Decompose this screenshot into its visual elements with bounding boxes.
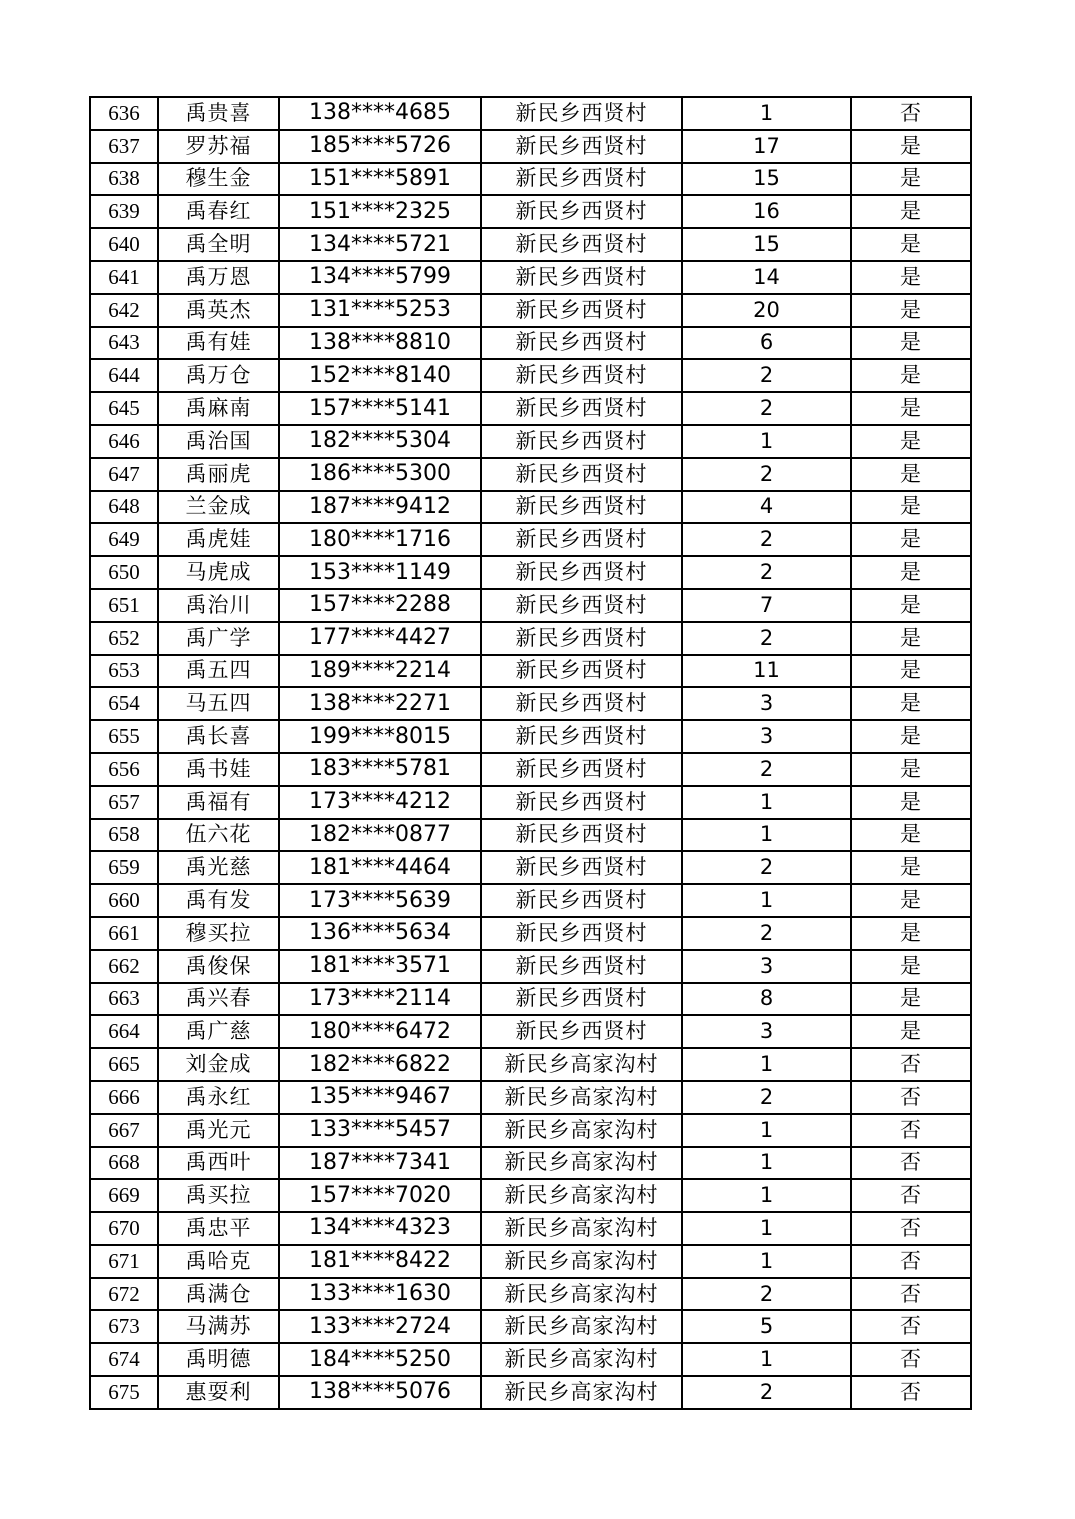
roster-table-body — [90, 97, 971, 1409]
table-row — [90, 294, 971, 327]
name-cell: 禹满仓 — [158, 1278, 279, 1311]
village-cell: 新民乡西贤村 — [481, 261, 682, 294]
count-cell: 1 — [682, 1114, 851, 1147]
count-cell: 15 — [682, 228, 851, 261]
flag-cell: 是 — [851, 786, 971, 819]
row-number-cell: 640 — [90, 228, 158, 261]
flag-cell: 是 — [851, 163, 971, 196]
table-row — [90, 917, 971, 950]
name-cell: 伍六花 — [158, 819, 279, 852]
row-number-cell: 642 — [90, 294, 158, 327]
row-number-cell: 638 — [90, 163, 158, 196]
table-row — [90, 556, 971, 589]
table-row — [90, 491, 971, 524]
phone-cell: 151****5891 — [279, 163, 481, 196]
row-number-cell: 656 — [90, 753, 158, 786]
village-cell: 新民乡高家沟村 — [481, 1179, 682, 1212]
village-cell: 新民乡西贤村 — [481, 851, 682, 884]
flag-cell: 是 — [851, 819, 971, 852]
flag-cell: 否 — [851, 97, 971, 130]
count-cell: 17 — [682, 130, 851, 163]
row-number-cell: 636 — [90, 97, 158, 130]
table-row — [90, 1278, 971, 1311]
name-cell: 兰金成 — [158, 491, 279, 524]
phone-cell: 173****5639 — [279, 884, 481, 917]
name-cell: 马满苏 — [158, 1310, 279, 1343]
village-cell: 新民乡西贤村 — [481, 228, 682, 261]
row-number-cell: 641 — [90, 261, 158, 294]
name-cell: 刘金成 — [158, 1048, 279, 1081]
name-cell: 禹春红 — [158, 195, 279, 228]
phone-cell: 187****9412 — [279, 491, 481, 524]
flag-cell: 是 — [851, 884, 971, 917]
name-cell: 禹广学 — [158, 622, 279, 655]
name-cell: 禹长喜 — [158, 720, 279, 753]
name-cell: 禹忠平 — [158, 1212, 279, 1245]
count-cell: 3 — [682, 1015, 851, 1048]
table-row — [90, 1245, 971, 1278]
phone-cell: 151****2325 — [279, 195, 481, 228]
table-row — [90, 720, 971, 753]
name-cell: 禹光慈 — [158, 851, 279, 884]
name-cell: 禹贵喜 — [158, 97, 279, 130]
table-row — [90, 589, 971, 622]
name-cell: 禹治川 — [158, 589, 279, 622]
row-number-cell: 661 — [90, 917, 158, 950]
village-cell: 新民乡西贤村 — [481, 753, 682, 786]
table-row — [90, 1147, 971, 1180]
village-cell: 新民乡西贤村 — [481, 687, 682, 720]
row-number-cell: 666 — [90, 1081, 158, 1114]
count-cell: 1 — [682, 425, 851, 458]
name-cell: 惠耍利 — [158, 1376, 279, 1409]
row-number-cell: 667 — [90, 1114, 158, 1147]
phone-cell: 157****5141 — [279, 392, 481, 425]
count-cell: 6 — [682, 327, 851, 360]
table-row — [90, 884, 971, 917]
phone-cell: 199****8015 — [279, 720, 481, 753]
phone-cell: 134****5721 — [279, 228, 481, 261]
phone-cell: 180****6472 — [279, 1015, 481, 1048]
village-cell: 新民乡西贤村 — [481, 950, 682, 983]
table-row — [90, 851, 971, 884]
name-cell: 禹永红 — [158, 1081, 279, 1114]
row-number-cell: 639 — [90, 195, 158, 228]
flag-cell: 否 — [851, 1048, 971, 1081]
count-cell: 1 — [682, 1343, 851, 1376]
phone-cell: 182****5304 — [279, 425, 481, 458]
name-cell: 禹广慈 — [158, 1015, 279, 1048]
row-number-cell: 663 — [90, 983, 158, 1016]
count-cell: 5 — [682, 1310, 851, 1343]
table-row — [90, 425, 971, 458]
phone-cell: 135****9467 — [279, 1081, 481, 1114]
count-cell: 2 — [682, 917, 851, 950]
village-cell: 新民乡西贤村 — [481, 983, 682, 1016]
village-cell: 新民乡西贤村 — [481, 589, 682, 622]
name-cell: 禹麻南 — [158, 392, 279, 425]
village-cell: 新民乡高家沟村 — [481, 1376, 682, 1409]
flag-cell: 是 — [851, 687, 971, 720]
table-row — [90, 195, 971, 228]
village-cell: 新民乡西贤村 — [481, 458, 682, 491]
name-cell: 禹明德 — [158, 1343, 279, 1376]
phone-cell: 181****8422 — [279, 1245, 481, 1278]
name-cell: 禹西叶 — [158, 1147, 279, 1180]
count-cell: 1 — [682, 97, 851, 130]
table-row — [90, 1048, 971, 1081]
table-row — [90, 1376, 971, 1409]
flag-cell: 否 — [851, 1343, 971, 1376]
flag-cell: 是 — [851, 720, 971, 753]
phone-cell: 180****1716 — [279, 523, 481, 556]
row-number-cell: 671 — [90, 1245, 158, 1278]
count-cell: 2 — [682, 851, 851, 884]
row-number-cell: 643 — [90, 327, 158, 360]
table-row — [90, 359, 971, 392]
flag-cell: 是 — [851, 458, 971, 491]
phone-cell: 152****8140 — [279, 359, 481, 392]
village-cell: 新民乡西贤村 — [481, 491, 682, 524]
phone-cell: 182****0877 — [279, 819, 481, 852]
count-cell: 11 — [682, 655, 851, 688]
flag-cell: 否 — [851, 1278, 971, 1311]
village-cell: 新民乡西贤村 — [481, 523, 682, 556]
phone-cell: 177****4427 — [279, 622, 481, 655]
name-cell: 禹虎娃 — [158, 523, 279, 556]
table-row — [90, 622, 971, 655]
name-cell: 禹俊保 — [158, 950, 279, 983]
count-cell: 2 — [682, 556, 851, 589]
phone-cell: 181****4464 — [279, 851, 481, 884]
village-cell: 新民乡高家沟村 — [481, 1212, 682, 1245]
table-row — [90, 392, 971, 425]
name-cell: 禹有发 — [158, 884, 279, 917]
flag-cell: 否 — [851, 1081, 971, 1114]
phone-cell: 133****1630 — [279, 1278, 481, 1311]
row-number-cell: 675 — [90, 1376, 158, 1409]
count-cell: 7 — [682, 589, 851, 622]
name-cell: 禹万仓 — [158, 359, 279, 392]
row-number-cell: 658 — [90, 819, 158, 852]
name-cell: 禹有娃 — [158, 327, 279, 360]
count-cell: 1 — [682, 1212, 851, 1245]
row-number-cell: 672 — [90, 1278, 158, 1311]
count-cell: 2 — [682, 458, 851, 491]
row-number-cell: 662 — [90, 950, 158, 983]
flag-cell: 否 — [851, 1147, 971, 1180]
phone-cell: 173****4212 — [279, 786, 481, 819]
village-cell: 新民乡西贤村 — [481, 327, 682, 360]
flag-cell: 是 — [851, 491, 971, 524]
name-cell: 禹万恩 — [158, 261, 279, 294]
table-row — [90, 687, 971, 720]
flag-cell: 否 — [851, 1310, 971, 1343]
village-cell: 新民乡高家沟村 — [481, 1147, 682, 1180]
row-number-cell: 646 — [90, 425, 158, 458]
flag-cell: 是 — [851, 851, 971, 884]
row-number-cell: 669 — [90, 1179, 158, 1212]
name-cell: 穆生金 — [158, 163, 279, 196]
table-row — [90, 458, 971, 491]
flag-cell: 是 — [851, 589, 971, 622]
row-number-cell: 648 — [90, 491, 158, 524]
table-row — [90, 97, 971, 130]
count-cell: 1 — [682, 786, 851, 819]
table-row — [90, 1212, 971, 1245]
flag-cell: 是 — [851, 130, 971, 163]
phone-cell: 184****5250 — [279, 1343, 481, 1376]
table-row — [90, 1310, 971, 1343]
row-number-cell: 650 — [90, 556, 158, 589]
table-row — [90, 655, 971, 688]
flag-cell: 是 — [851, 655, 971, 688]
village-cell: 新民乡高家沟村 — [481, 1245, 682, 1278]
name-cell: 禹全明 — [158, 228, 279, 261]
flag-cell: 否 — [851, 1212, 971, 1245]
table-row — [90, 1015, 971, 1048]
name-cell: 禹买拉 — [158, 1179, 279, 1212]
name-cell: 罗苏福 — [158, 130, 279, 163]
name-cell: 禹丽虎 — [158, 458, 279, 491]
row-number-cell: 654 — [90, 687, 158, 720]
count-cell: 3 — [682, 950, 851, 983]
table-row — [90, 819, 971, 852]
name-cell: 禹光元 — [158, 1114, 279, 1147]
phone-cell: 134****5799 — [279, 261, 481, 294]
flag-cell: 否 — [851, 1114, 971, 1147]
flag-cell: 是 — [851, 1015, 971, 1048]
village-cell: 新民乡高家沟村 — [481, 1114, 682, 1147]
row-number-cell: 652 — [90, 622, 158, 655]
village-cell: 新民乡西贤村 — [481, 130, 682, 163]
village-cell: 新民乡高家沟村 — [481, 1048, 682, 1081]
table-row — [90, 163, 971, 196]
phone-cell: 138****8810 — [279, 327, 481, 360]
phone-cell: 153****1149 — [279, 556, 481, 589]
row-number-cell: 670 — [90, 1212, 158, 1245]
flag-cell: 是 — [851, 195, 971, 228]
count-cell: 14 — [682, 261, 851, 294]
phone-cell: 157****2288 — [279, 589, 481, 622]
phone-cell: 182****6822 — [279, 1048, 481, 1081]
count-cell: 1 — [682, 1048, 851, 1081]
village-cell: 新民乡西贤村 — [481, 97, 682, 130]
row-number-cell: 644 — [90, 359, 158, 392]
name-cell: 马五四 — [158, 687, 279, 720]
table-row — [90, 1179, 971, 1212]
village-cell: 新民乡西贤村 — [481, 556, 682, 589]
row-number-cell: 673 — [90, 1310, 158, 1343]
flag-cell: 是 — [851, 392, 971, 425]
count-cell: 2 — [682, 523, 851, 556]
phone-cell: 189****2214 — [279, 655, 481, 688]
phone-cell: 136****5634 — [279, 917, 481, 950]
name-cell: 禹治国 — [158, 425, 279, 458]
flag-cell: 是 — [851, 556, 971, 589]
name-cell: 禹英杰 — [158, 294, 279, 327]
village-cell: 新民乡西贤村 — [481, 622, 682, 655]
phone-cell: 133****2724 — [279, 1310, 481, 1343]
table-row — [90, 983, 971, 1016]
phone-cell: 157****7020 — [279, 1179, 481, 1212]
table-row — [90, 1343, 971, 1376]
count-cell: 3 — [682, 720, 851, 753]
village-cell: 新民乡西贤村 — [481, 425, 682, 458]
row-number-cell: 645 — [90, 392, 158, 425]
village-cell: 新民乡西贤村 — [481, 294, 682, 327]
phone-cell: 173****2114 — [279, 983, 481, 1016]
table-row — [90, 327, 971, 360]
count-cell: 1 — [682, 884, 851, 917]
row-number-cell: 651 — [90, 589, 158, 622]
count-cell: 8 — [682, 983, 851, 1016]
table-row — [90, 1114, 971, 1147]
phone-cell: 187****7341 — [279, 1147, 481, 1180]
village-cell: 新民乡西贤村 — [481, 884, 682, 917]
count-cell: 2 — [682, 1081, 851, 1114]
row-number-cell: 674 — [90, 1343, 158, 1376]
table-row — [90, 228, 971, 261]
village-cell: 新民乡西贤村 — [481, 163, 682, 196]
row-number-cell: 647 — [90, 458, 158, 491]
flag-cell: 是 — [851, 359, 971, 392]
count-cell: 15 — [682, 163, 851, 196]
row-number-cell: 668 — [90, 1147, 158, 1180]
table-row — [90, 786, 971, 819]
flag-cell: 是 — [851, 327, 971, 360]
row-number-cell: 657 — [90, 786, 158, 819]
row-number-cell: 664 — [90, 1015, 158, 1048]
phone-cell: 131****5253 — [279, 294, 481, 327]
village-cell: 新民乡西贤村 — [481, 195, 682, 228]
count-cell: 2 — [682, 753, 851, 786]
phone-cell: 185****5726 — [279, 130, 481, 163]
name-cell: 禹福有 — [158, 786, 279, 819]
count-cell: 1 — [682, 1147, 851, 1180]
village-cell: 新民乡高家沟村 — [481, 1310, 682, 1343]
table-row — [90, 261, 971, 294]
flag-cell: 是 — [851, 983, 971, 1016]
village-cell: 新民乡西贤村 — [481, 655, 682, 688]
name-cell: 穆买拉 — [158, 917, 279, 950]
count-cell: 4 — [682, 491, 851, 524]
phone-cell: 134****4323 — [279, 1212, 481, 1245]
flag-cell: 是 — [851, 228, 971, 261]
village-cell: 新民乡西贤村 — [481, 720, 682, 753]
phone-cell: 186****5300 — [279, 458, 481, 491]
count-cell: 16 — [682, 195, 851, 228]
flag-cell: 否 — [851, 1376, 971, 1409]
name-cell: 禹哈克 — [158, 1245, 279, 1278]
flag-cell: 是 — [851, 917, 971, 950]
flag-cell: 是 — [851, 950, 971, 983]
flag-cell: 是 — [851, 523, 971, 556]
village-cell: 新民乡高家沟村 — [481, 1278, 682, 1311]
name-cell: 禹书娃 — [158, 753, 279, 786]
village-cell: 新民乡西贤村 — [481, 786, 682, 819]
flag-cell: 是 — [851, 753, 971, 786]
count-cell: 2 — [682, 392, 851, 425]
phone-cell: 138****4685 — [279, 97, 481, 130]
village-cell: 新民乡高家沟村 — [481, 1081, 682, 1114]
village-cell: 新民乡西贤村 — [481, 917, 682, 950]
table-row — [90, 523, 971, 556]
roster-table — [89, 96, 972, 1410]
flag-cell: 是 — [851, 294, 971, 327]
table-row — [90, 950, 971, 983]
flag-cell: 是 — [851, 425, 971, 458]
village-cell: 新民乡西贤村 — [481, 1015, 682, 1048]
village-cell: 新民乡西贤村 — [481, 359, 682, 392]
table-row — [90, 753, 971, 786]
count-cell: 1 — [682, 819, 851, 852]
table-row — [90, 130, 971, 163]
count-cell: 1 — [682, 1245, 851, 1278]
count-cell: 2 — [682, 622, 851, 655]
name-cell: 禹五四 — [158, 655, 279, 688]
name-cell: 禹兴春 — [158, 983, 279, 1016]
village-cell: 新民乡高家沟村 — [481, 1343, 682, 1376]
row-number-cell: 637 — [90, 130, 158, 163]
table-row — [90, 1081, 971, 1114]
row-number-cell: 655 — [90, 720, 158, 753]
flag-cell: 是 — [851, 261, 971, 294]
row-number-cell: 659 — [90, 851, 158, 884]
name-cell: 马虎成 — [158, 556, 279, 589]
village-cell: 新民乡西贤村 — [481, 819, 682, 852]
row-number-cell: 649 — [90, 523, 158, 556]
count-cell: 2 — [682, 359, 851, 392]
row-number-cell: 665 — [90, 1048, 158, 1081]
village-cell: 新民乡西贤村 — [481, 392, 682, 425]
flag-cell: 否 — [851, 1245, 971, 1278]
phone-cell: 138****5076 — [279, 1376, 481, 1409]
count-cell: 20 — [682, 294, 851, 327]
flag-cell: 否 — [851, 1179, 971, 1212]
phone-cell: 138****2271 — [279, 687, 481, 720]
flag-cell: 是 — [851, 622, 971, 655]
phone-cell: 183****5781 — [279, 753, 481, 786]
row-number-cell: 660 — [90, 884, 158, 917]
count-cell: 3 — [682, 687, 851, 720]
row-number-cell: 653 — [90, 655, 158, 688]
count-cell: 2 — [682, 1376, 851, 1409]
count-cell: 1 — [682, 1179, 851, 1212]
phone-cell: 133****5457 — [279, 1114, 481, 1147]
phone-cell: 181****3571 — [279, 950, 481, 983]
count-cell: 2 — [682, 1278, 851, 1311]
